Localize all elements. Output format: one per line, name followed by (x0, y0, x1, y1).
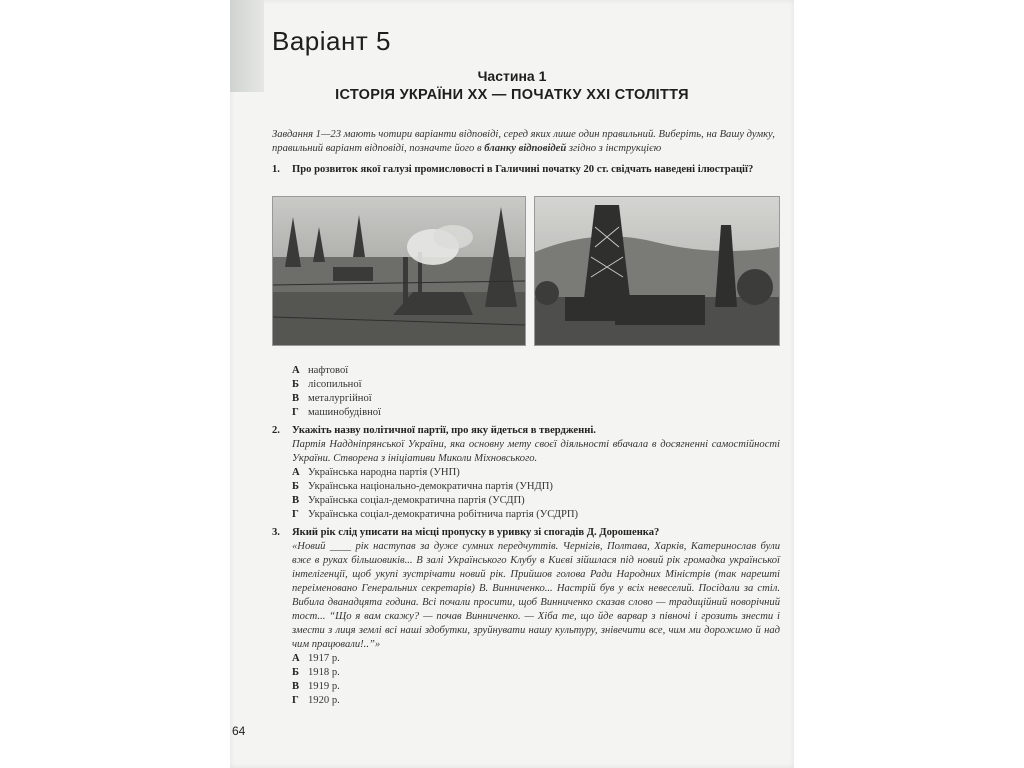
option-text: Українська народна партія (УНП) (308, 467, 460, 478)
instructions (272, 128, 780, 156)
option-2d[interactable] (272, 508, 780, 522)
option-text: Українська національно-демократична партія (УНДП) (308, 481, 553, 492)
option-letter: Г (292, 407, 299, 418)
variant-title: Варіант 5 (272, 26, 391, 56)
question-2 (272, 424, 780, 522)
option-text: машинобудівної (308, 407, 381, 418)
question-2-head (272, 424, 780, 438)
page-number: 64 (232, 724, 246, 738)
question-1-number: 1. (272, 164, 280, 175)
question-1-options (272, 364, 780, 420)
oil-field-illustration-right (534, 196, 780, 346)
option-text: Українська соціал-демократична робітнича партія (УСДРП) (308, 509, 579, 520)
option-letter: А (292, 365, 300, 376)
option-letter: Г (292, 695, 299, 706)
option-2c[interactable] (272, 494, 780, 508)
option-text: 1917 р. (308, 653, 340, 664)
option-text: 1918 р. (308, 667, 340, 678)
option-letter: А (292, 467, 300, 478)
option-1b[interactable] (272, 378, 780, 392)
instructions-bold: бланку відповідей (484, 143, 567, 154)
question-1-text: Про розвиток якої галузі промисловості в Галичині початку 20 ст. свідчать наведені ілюстрації? (292, 164, 754, 175)
option-1d[interactable] (272, 406, 780, 420)
document-page (230, 0, 794, 768)
instructions-text-after: згідно з інструкцією (566, 143, 662, 154)
question-1 (272, 163, 780, 177)
option-3c[interactable] (272, 680, 780, 694)
option-letter: Б (292, 379, 300, 390)
option-text: металургійної (308, 393, 372, 404)
option-3d[interactable] (272, 694, 780, 708)
option-2b[interactable] (272, 480, 780, 494)
question-3-text: Який рік слід уписати на місці пропуску в уривку зі спогадів Д. Дорошенка? (292, 527, 660, 538)
option-letter: В (292, 681, 300, 692)
question-3-head (272, 526, 780, 540)
option-1c[interactable] (272, 392, 780, 406)
option-3b[interactable] (272, 666, 780, 680)
question-2-text: Укажіть назву політичної партії, про яку йдеться в твердженні. (292, 425, 596, 436)
option-1a[interactable] (272, 364, 780, 378)
part-title: ІСТОРІЯ УКРАЇНИ ХХ — ПОЧАТКУ ХХІ СТОЛІТТЯ (335, 87, 689, 103)
option-text: нафтової (308, 365, 349, 376)
option-letter: Б (292, 481, 300, 492)
option-letter: Б (292, 667, 300, 678)
option-text: 1919 р. (308, 681, 340, 692)
option-3a[interactable] (272, 652, 780, 666)
part-label: Частина 1 (477, 68, 547, 84)
question-3 (272, 526, 780, 708)
option-letter: В (292, 495, 300, 506)
question-1-head (272, 163, 780, 177)
option-letter: А (292, 653, 300, 664)
oil-field-illustration-left (272, 196, 526, 346)
question-3-number: 3. (272, 527, 280, 538)
option-letter: В (292, 393, 300, 404)
option-2a[interactable] (272, 466, 780, 480)
instructions-text-before: Завдання 1—23 мають чотири варіанти відповіді, серед яких лише один правильний. Виберіть, на Вашу думку, правильний варіант відповіді, позначте його в (272, 129, 775, 154)
question-2-number: 2. (272, 425, 280, 436)
question-3-quote: «Новий ____ рік наступав за дуже сумних передчуттів. Чернігів, Полтава, Харків, Катеринослав були вже в руках більшовиків... В залі Українського Клубу в Києві зійшлася під новий рік громадка української інтелігенції, щоб укупі зустрічати новий рік. Прийшов голова Ради Народних Міністрів (так нарешті переіменовано Генеральних секретарів) В. Винниченко... Настрій був у всіх невеселий. Посідали за стіл. Вибила дванадцята година. Всі почали просити, щоб Винниченко сказав слово — традиційний новорічний тост... “Що я вам скажу? — почав Винниченко. — Хіба те, що йде варвар з півночі і грозить знести і змести з лиця землі всі наші здобутки, зруйнувати нашу культуру, знівечити все, чим ми дорожимо й над чим працювали!..”» (292, 541, 780, 650)
option-letter: Г (292, 509, 299, 520)
option-text: 1920 р. (308, 695, 340, 706)
option-text: Українська соціал-демократична партія (УСДП) (308, 495, 525, 506)
option-text: лісопильної (308, 379, 362, 390)
question-2-quote: Партія Наддніпрянської України, яка основну мету своєї діяльності вбачала в досягненні самостійності України. Створена з ініціативи Миколи Міхновського. (292, 439, 780, 464)
